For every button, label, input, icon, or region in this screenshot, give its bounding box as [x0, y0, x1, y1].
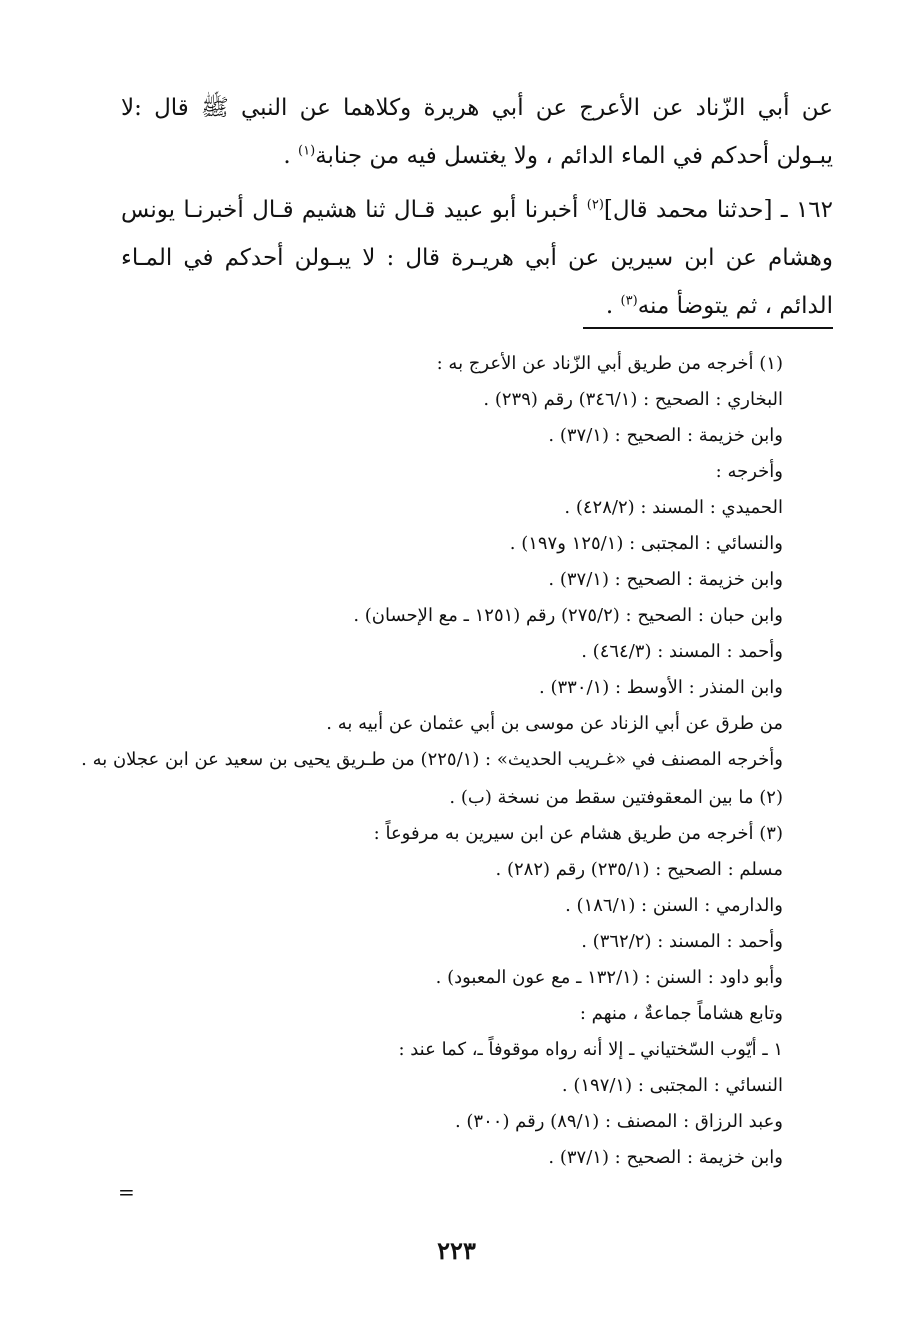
continuation-mark: = — [118, 1180, 135, 1204]
text-fragment: أخبرنا أبو عبيد قـال ثنا هشيم قـال أخبرنـا — [183, 197, 587, 223]
footnote-line: ١ ـ أيّوب السّختياني ـ إلا أنه رواه موقوفاً ـ، كما عند : — [398, 1039, 783, 1060]
footnote-line: وأخرجه : — [715, 461, 783, 482]
footnote-line: وابن خزيمة : الصحيح : (٣٧/١) . — [548, 1147, 783, 1168]
footnote-line: وابن خزيمة : الصحيح : (٣٧/١) . — [548, 425, 783, 446]
paragraph-1 — [121, 84, 833, 180]
footnote-separator — [583, 327, 833, 329]
footnote-line: (٢) ما بين المعقوفتين سقط من نسخة (ب) . — [449, 787, 783, 808]
footnote-line: وابن خزيمة : الصحيح : (٣٧/١) . — [548, 569, 783, 590]
footnote-line: من طرق عن أبي الزناد عن موسى بن أبي عثمان عن أبيه به . — [326, 713, 783, 734]
footnote-line: وأحمد : المسند : (٣٦٢/٢) . — [581, 931, 783, 952]
footnote-ref: (١) — [298, 143, 316, 159]
footnote-line: وعبد الرزاق : المصنف : (٨٩/١) رقم (٣٠٠) . — [454, 1111, 783, 1132]
footnote-line: النسائي : المجتبى : (١٩٧/١) . — [561, 1075, 783, 1096]
text-fragment: [حدثنا محمد قال] — [603, 197, 773, 223]
page-number: ٢٢٣ — [437, 1236, 476, 1265]
text-fragment: . — [283, 143, 299, 169]
footnote-line: الحميدي : المسند : (٤٢٨/٢) . — [564, 497, 783, 518]
footnote-line: وابن المنذر : الأوسط : (٣٣٠/١) . — [539, 677, 783, 698]
footnote-line: وتابع هشاماً جماعةٌ ، منهم : — [579, 1003, 783, 1024]
footnote-line: وابن حبان : الصحيح : (٢٧٥/٢) رقم (١٢٥١ ـ مع الإحسان) . — [353, 605, 783, 626]
text-line: أحدكم في الماء الدائم ، ولا يغتسل فيه من جنابة — [315, 143, 770, 169]
footnote-line: البخاري : الصحيح : (٣٤٦/١) رقم (٢٣٩) . — [483, 389, 783, 410]
footnote-line: والنسائي : المجتبى : (١٢٥/١ و١٩٧) . — [509, 533, 783, 554]
footnote-line: وأحمد : المسند : (٤٦٤/٣) . — [581, 641, 783, 662]
footnote-line: مسلم : الصحيح : (٢٣٥/١) رقم (٢٨٢) . — [495, 859, 783, 880]
footnotes — [78, 346, 783, 1176]
text-line: الدائم ، ثم يتوضأ منه — [637, 293, 833, 319]
footnote-line: والدارمي : السنن : (١٨٦/١) . — [565, 895, 783, 916]
main-text — [121, 84, 833, 330]
footnote-line: وأخرجه المصنف في «غـريب الحديث» : (٢٢٥/١) من طـريق يحيى بن سعيد عن ابن عجلان به . — [81, 749, 783, 770]
footnote-line: (١) أخرجه من طريق أبي الزّناد عن الأعرج به : — [436, 353, 783, 374]
hadith-number: ١٦٢ ـ — [780, 197, 833, 223]
footnote-ref: (٣) — [620, 293, 638, 309]
footnote-ref: (٢) — [586, 197, 604, 213]
paragraph-2 — [121, 186, 833, 330]
text-fragment: . — [605, 293, 621, 319]
footnote-line: (٣) أخرجه من طريق هشام عن ابن سيرين به مرفوعاً : — [373, 823, 783, 844]
footnote-wrapped-block — [78, 744, 783, 776]
footnote-line: وأبو داود : السنن : (١٣٢/١ ـ مع عون المعبود) . — [435, 967, 783, 988]
text-line: عن أبي الزّناد عن الأعرج عن أبي هريرة وكلاهما عن النبي ﷺ قال :لا يبـولن — [121, 95, 833, 169]
text-line: يونس وهشام عن ابن سيرين عن أبي هريـرة قال : لا يبـولن أحدكم في المـاء — [121, 197, 833, 271]
